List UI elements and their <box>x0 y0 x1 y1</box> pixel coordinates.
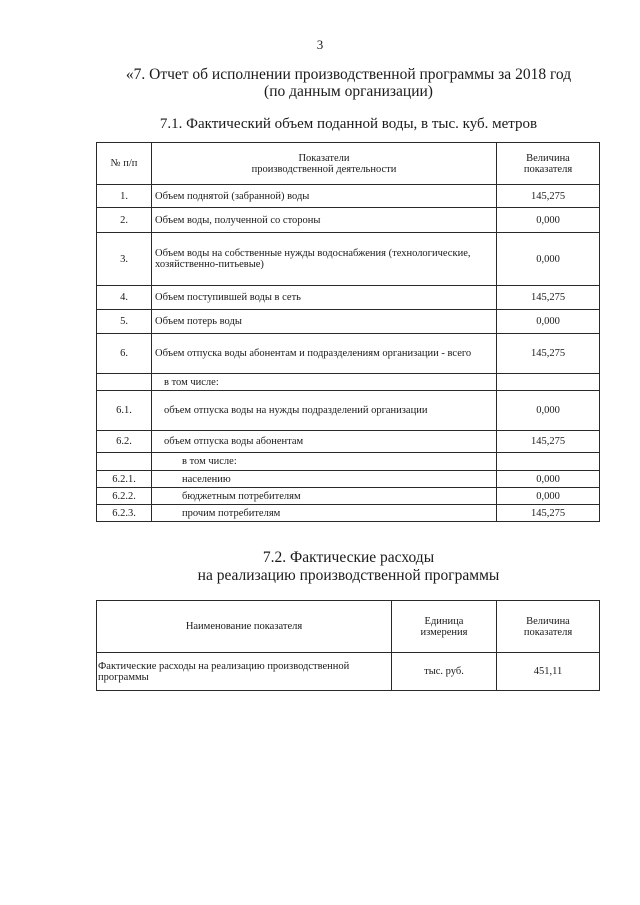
row-number: 5. <box>97 310 152 334</box>
table-row <box>97 286 600 310</box>
table-header-row <box>97 601 600 653</box>
row-number: 3. <box>97 233 152 286</box>
section-7-2-title-line-2: на реализацию производственной программы <box>197 567 500 584</box>
row-value: 145,275 <box>497 185 600 208</box>
page-number: 3 <box>316 37 324 52</box>
table-row <box>97 374 600 391</box>
row-value: 145,275 <box>497 505 600 522</box>
table-row <box>97 453 600 471</box>
row-number: 1. <box>97 185 152 208</box>
header-indicators-line-2: производственной деятельности <box>251 163 397 175</box>
table-row <box>97 310 600 334</box>
header-value <box>497 601 600 653</box>
header-unit-line-1: Единица <box>424 615 464 627</box>
row-unit: тыс. руб. <box>392 653 497 691</box>
row-label: Фактические расходы на реализацию производственной программы <box>97 653 392 691</box>
row-value: 0,000 <box>497 310 600 334</box>
header-indicators-line-1: Показатели <box>298 152 350 164</box>
row-value: 0,000 <box>497 208 600 233</box>
row-label: бюджетным потребителям <box>152 488 497 505</box>
header-unit-line-2: измерения <box>420 626 468 638</box>
row-value <box>497 374 600 391</box>
table-row <box>97 471 600 488</box>
table-row <box>97 391 600 431</box>
main-title-line-2: (по данным организации) <box>264 83 433 100</box>
table-row <box>97 488 600 505</box>
main-title <box>96 66 601 100</box>
table-row <box>97 653 600 691</box>
row-number: 2. <box>97 208 152 233</box>
table-row <box>97 208 600 233</box>
row-value: 145,275 <box>497 286 600 310</box>
header-value <box>497 143 600 185</box>
row-value <box>497 453 600 471</box>
row-value: 0,000 <box>497 233 600 286</box>
row-value: 145,275 <box>497 431 600 453</box>
row-label: в том числе: <box>152 453 497 471</box>
table-row <box>97 233 600 286</box>
row-label: объем отпуска воды на нужды подразделений организации <box>152 391 497 431</box>
row-label: населению <box>152 471 497 488</box>
section-7-1-title: 7.1. Фактический объем поданной воды, в тыс. куб. метров <box>159 116 538 132</box>
row-number: 6.2.2. <box>97 488 152 505</box>
row-number: 6.2. <box>97 431 152 453</box>
row-number <box>97 374 152 391</box>
row-number: 6.2.3. <box>97 505 152 522</box>
row-label: в том числе: <box>152 374 497 391</box>
table-row <box>97 334 600 374</box>
row-value: 145,275 <box>497 334 600 374</box>
header-number: № п/п <box>97 143 152 185</box>
water-volume-table <box>96 142 600 522</box>
expenses-table <box>96 600 600 691</box>
row-label: Объем воды на собственные нужды водоснабжения (технологические, хозяйственно-питьевые) <box>152 233 497 286</box>
row-number: 6.2.1. <box>97 471 152 488</box>
table-row <box>97 185 600 208</box>
section-7-2-title-line-1: 7.2. Фактические расходы <box>262 549 435 566</box>
row-value: 451,11 <box>497 653 600 691</box>
header-value-line-1: Величина <box>526 615 570 627</box>
row-number: 6. <box>97 334 152 374</box>
row-label: Объем воды, полученной со стороны <box>152 208 497 233</box>
header-value-line-2: показателя <box>523 626 573 638</box>
row-number <box>97 453 152 471</box>
row-value: 0,000 <box>497 488 600 505</box>
header-value-line-2: показателя <box>523 163 573 175</box>
table-header-row <box>97 143 600 185</box>
table-row <box>97 505 600 522</box>
row-value: 0,000 <box>497 471 600 488</box>
table-row <box>97 431 600 453</box>
header-name: Наименование показателя <box>97 601 392 653</box>
row-number: 6.1. <box>97 391 152 431</box>
header-value-line-1: Величина <box>526 152 570 164</box>
row-label: Объем потерь воды <box>152 310 497 334</box>
row-value: 0,000 <box>497 391 600 431</box>
header-unit <box>392 601 497 653</box>
section-7-2-title <box>96 549 601 585</box>
main-title-line-1: «7. Отчет об исполнении производственной программы за 2018 год <box>125 66 572 83</box>
header-indicators <box>152 143 497 185</box>
row-label: объем отпуска воды абонентам <box>152 431 497 453</box>
row-label: прочим потребителям <box>152 505 497 522</box>
row-number: 4. <box>97 286 152 310</box>
row-label: Объем поступившей воды в сеть <box>152 286 497 310</box>
row-label: Объем отпуска воды абонентам и подразделениям организации - всего <box>152 334 497 374</box>
row-label: Объем поднятой (забранной) воды <box>152 185 497 208</box>
